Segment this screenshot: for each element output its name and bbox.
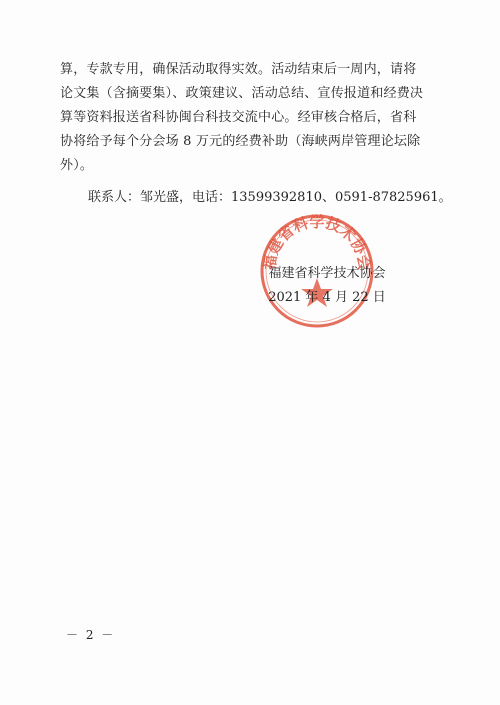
body-paragraph xyxy=(60,58,444,178)
signature-org: 福建省科学技术协会 xyxy=(268,266,386,281)
signature-block xyxy=(262,262,392,310)
paragraph-line: 协将给予每个分会场 8 万元的经费补助（海峡两岸管理论坛除 xyxy=(60,134,421,149)
paragraph-line: 外）。 xyxy=(60,158,94,173)
paragraph-line: 论文集（含摘要集）、政策建议、活动总结、宣传报道和经费决 xyxy=(60,86,424,101)
signature-date: 2021 年 4 月 22 日 xyxy=(268,290,386,305)
seal-text: 福建省科学技术协会 xyxy=(260,212,374,272)
paragraph-line: 算，专款专用，确保活动取得实效。活动结束后一周内，请将 xyxy=(60,62,417,77)
paragraph-line: 算等资料报送省科协闽台科技交流中心。经审核合格后，省科 xyxy=(60,110,417,125)
page-number: － 2 － xyxy=(66,628,116,642)
contact-line: 联系人：邹光盛，电话：13599392810、0591-87825961。 xyxy=(88,190,452,205)
